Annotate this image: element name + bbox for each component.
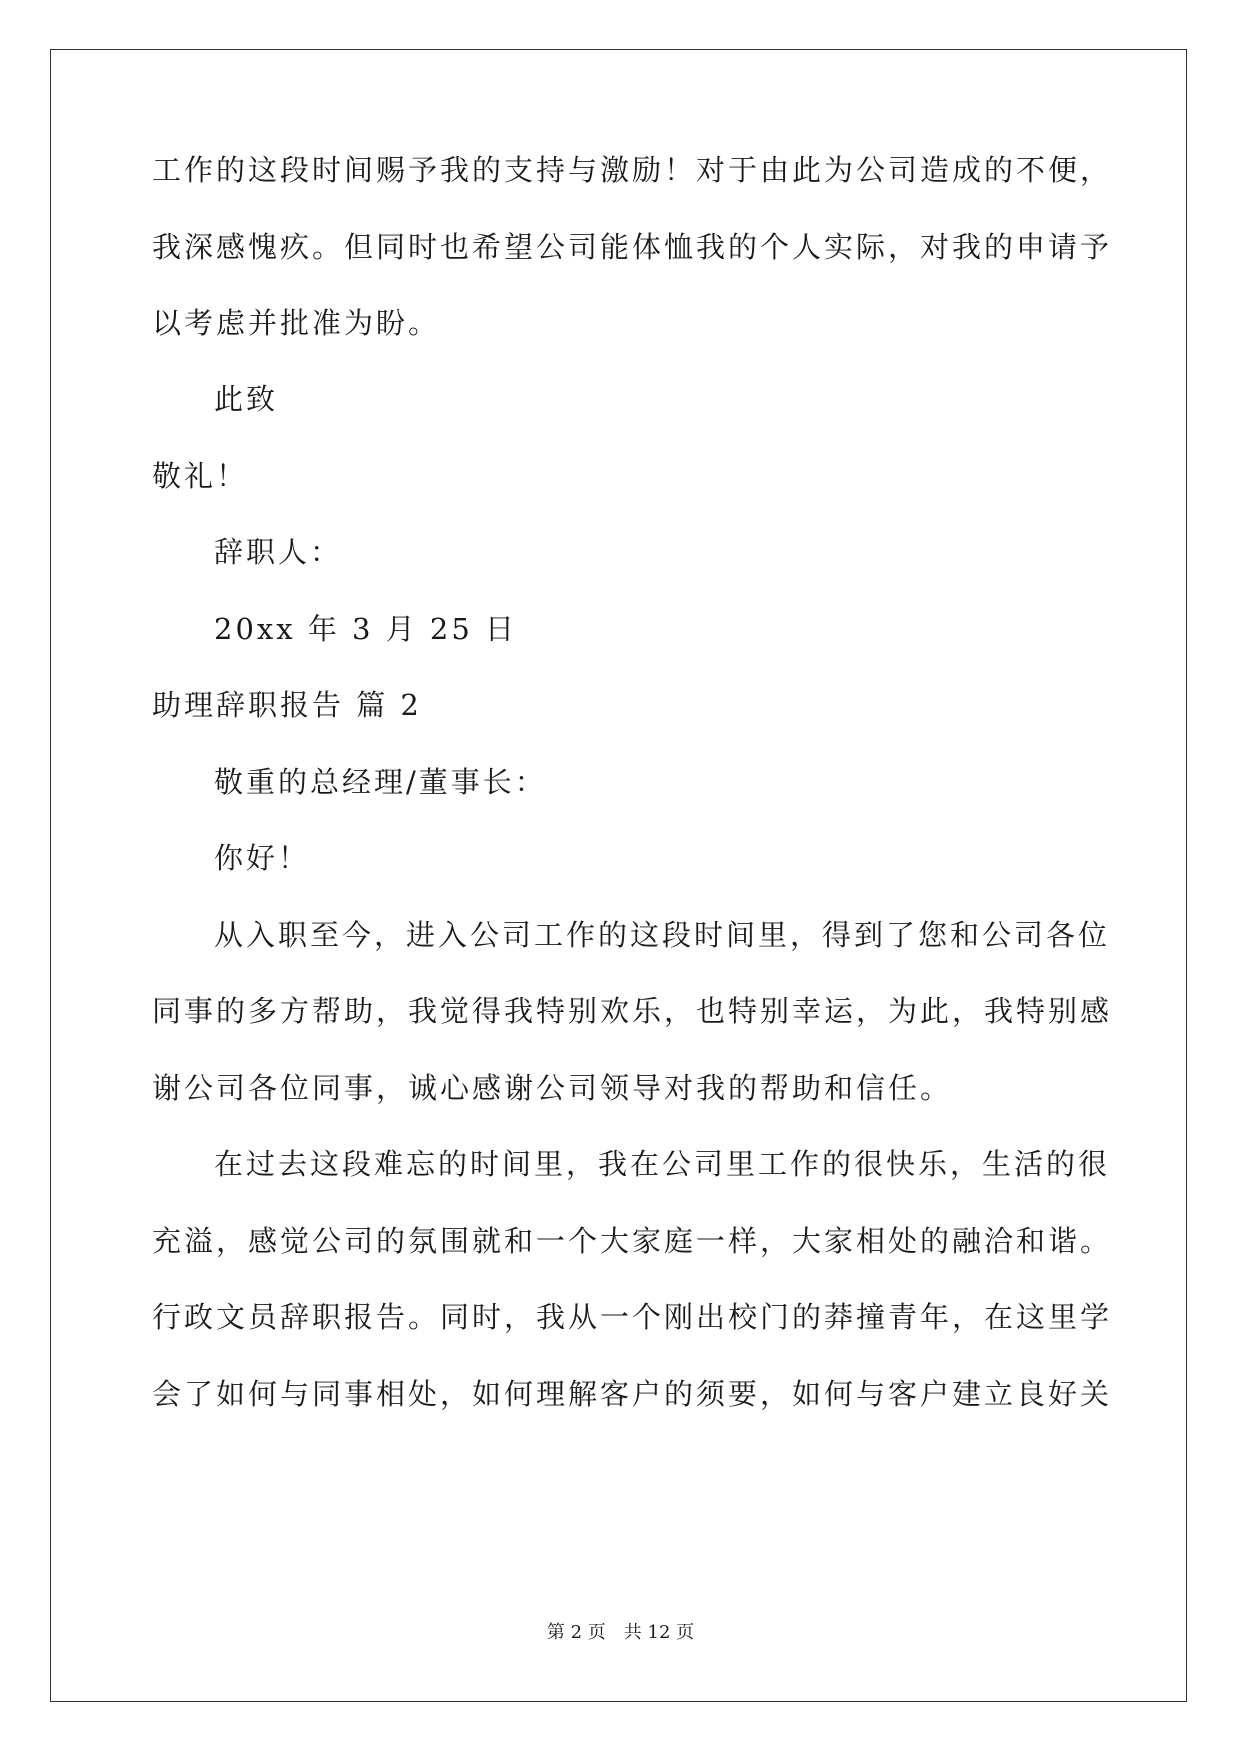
recipient-line: 敬重的总经理/董事长： — [214, 765, 547, 799]
closing-salutation: 此致 — [214, 382, 279, 416]
text-line: 从入职至今，进入公司工作的这段时间里，得到了您和公司各位 — [214, 918, 1111, 952]
text-line: 以考虑并批准为盼。 — [152, 306, 441, 340]
text-line: 在过去这段难忘的时间里，我在公司里工作的很快乐，生活的很 — [214, 1147, 1111, 1181]
signature-label: 辞职人： — [214, 535, 343, 569]
text-line: 谢公司各位同事，诚心感谢公司领导对我的帮助和信任。 — [152, 1071, 953, 1105]
text-line: 充溢，感觉公司的氛围就和一个大家庭一样，大家相处的融洽和谐。 — [152, 1224, 1113, 1258]
signature-date: 20xx 年 3 月 25 日 — [214, 612, 518, 646]
text-line: 工作的这段时间赐予我的支持与激励！对于由此为公司造成的不便， — [152, 153, 1113, 187]
text-line: 行政文员辞职报告。同时，我从一个刚出校门的莽撞青年，在这里学 — [152, 1300, 1113, 1334]
closing-regards: 敬礼！ — [152, 459, 249, 493]
page-footer: 第 2 页 共 12 页 — [546, 1622, 695, 1643]
section-heading: 助理辞职报告 篇 2 — [152, 688, 422, 722]
greeting-line: 你好！ — [214, 841, 311, 875]
text-line: 我深感愧疚。但同时也希望公司能体恤我的个人实际，对我的申请予 — [152, 230, 1113, 264]
text-line: 同事的多方帮助，我觉得我特别欢乐，也特别幸运，为此，我特别感 — [152, 994, 1113, 1028]
text-line: 会了如何与同事相处，如何理解客户的须要，如何与客户建立良好关 — [152, 1377, 1113, 1411]
